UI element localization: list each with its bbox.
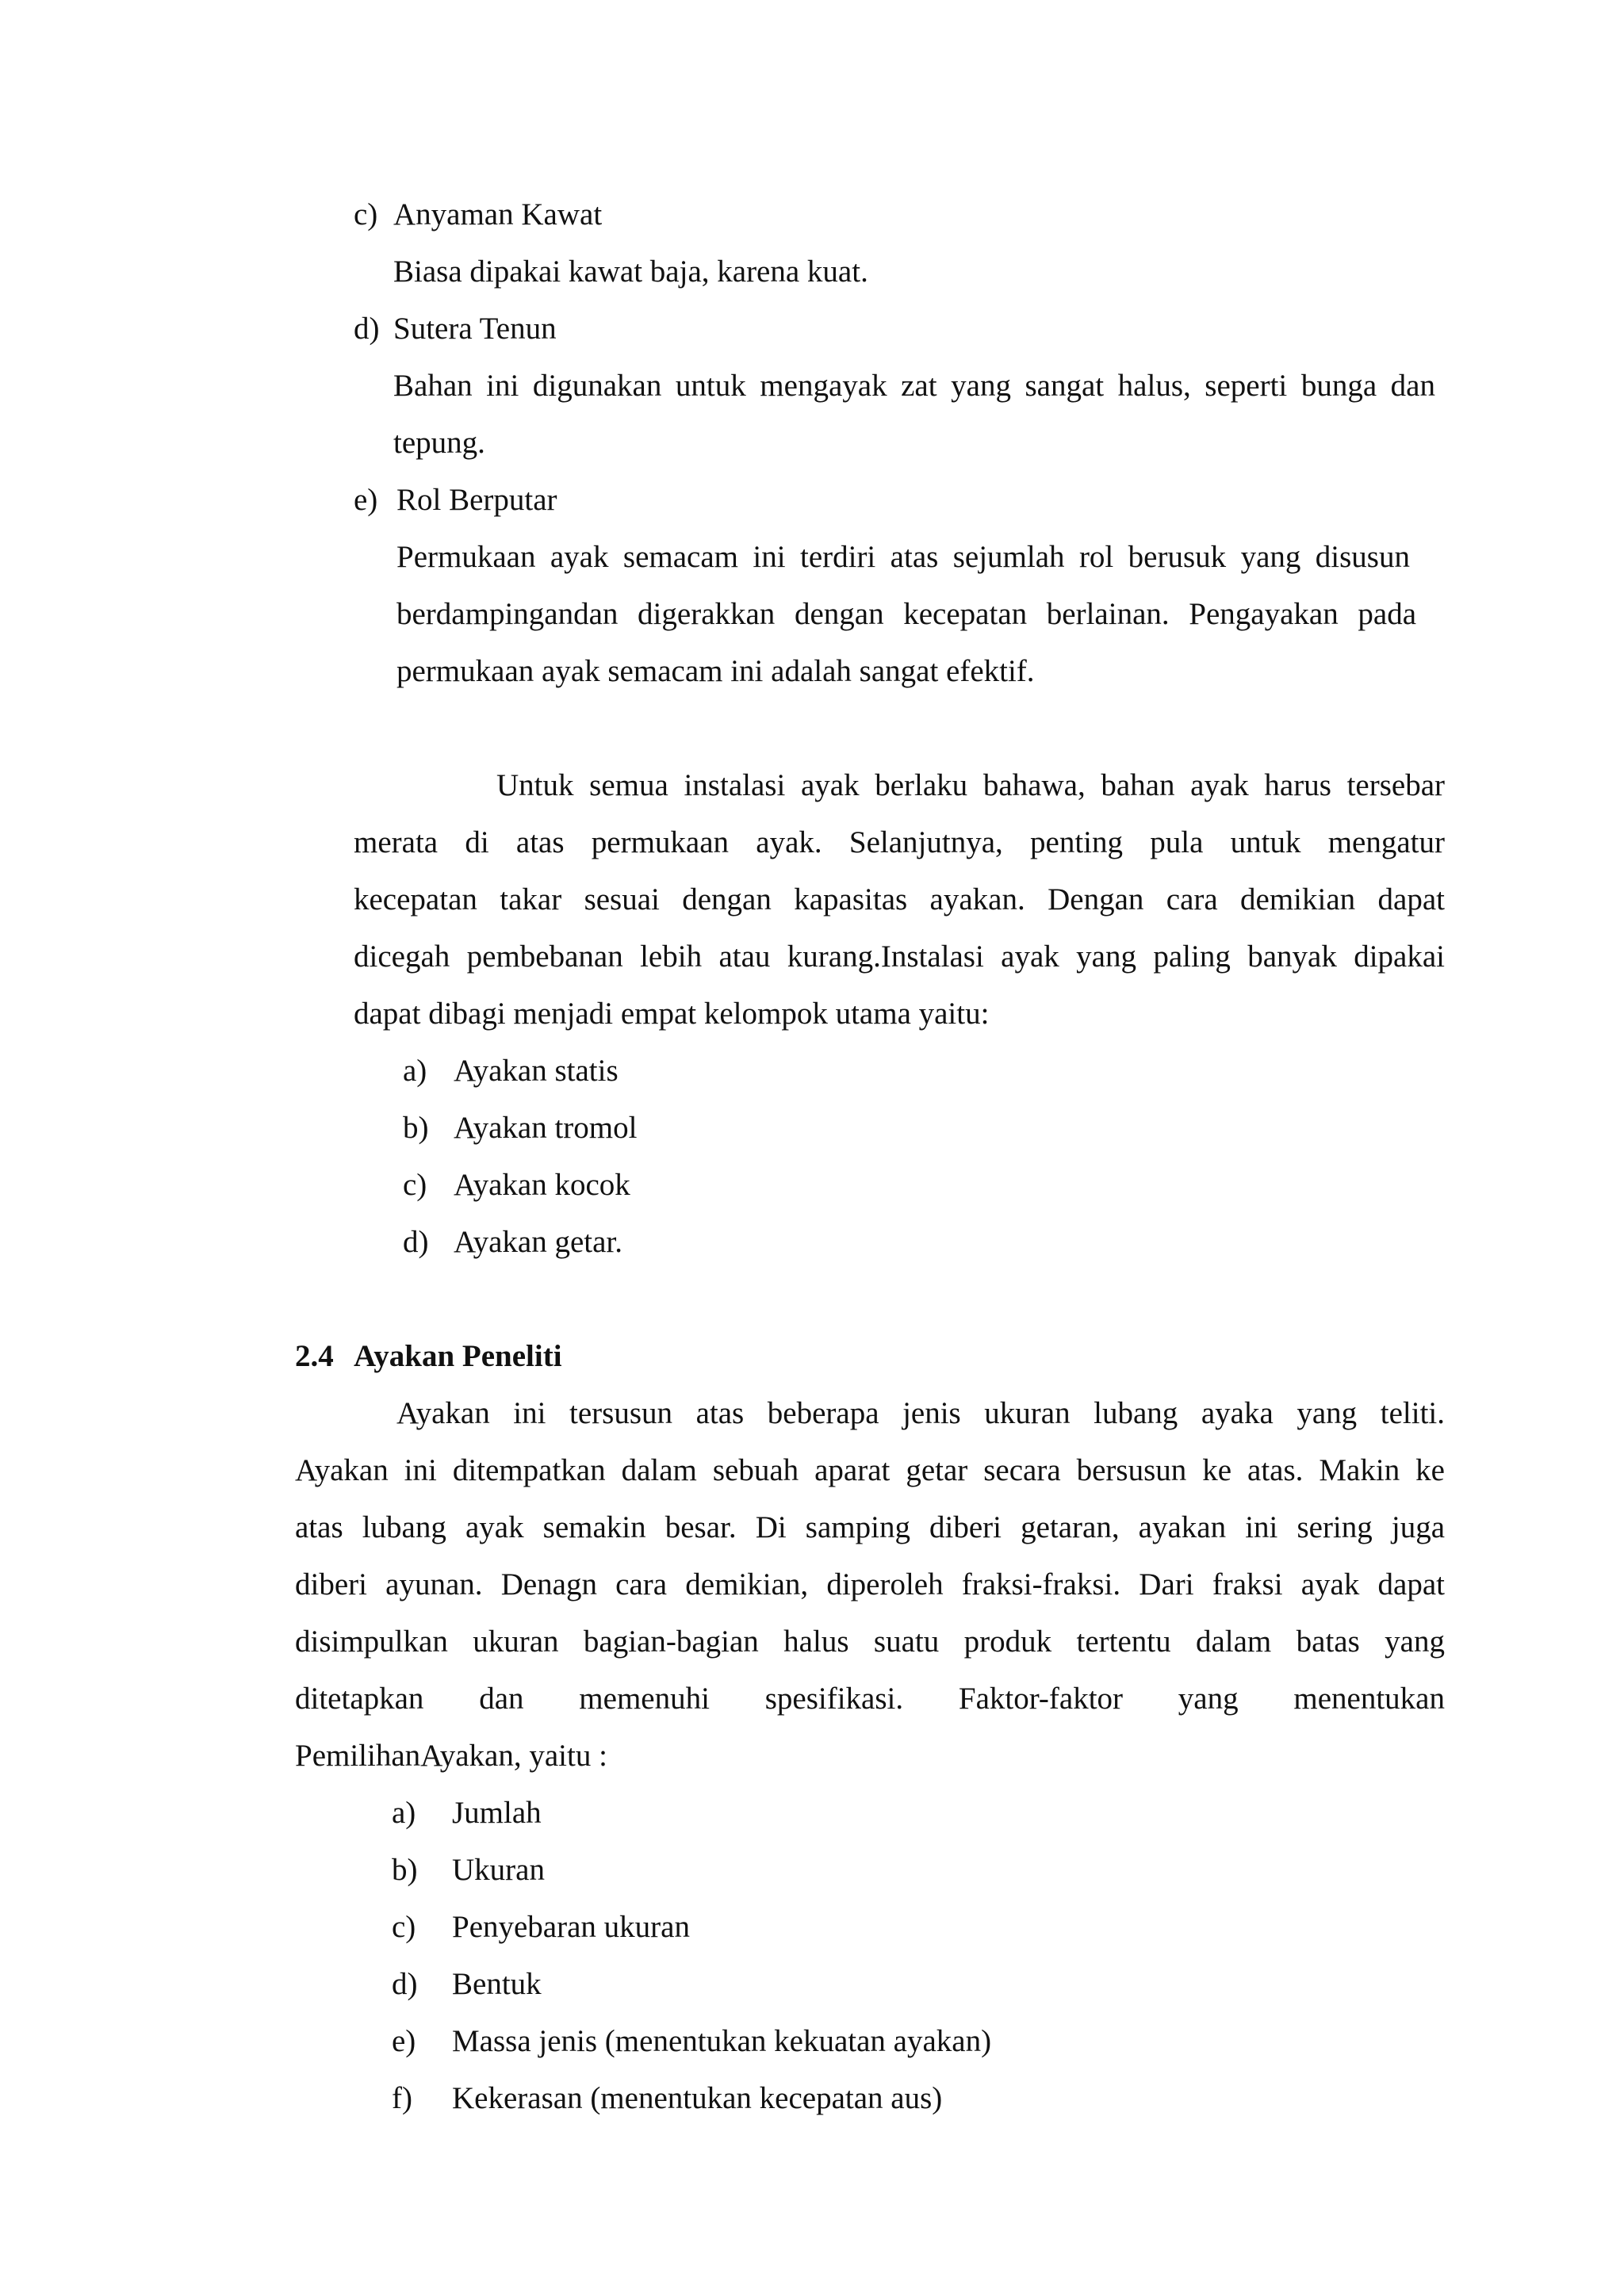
paragraph-line: ditetapkan dan memenuhi spesifikasi. Faktor-faktor yang menentukan [295, 1682, 1445, 1716]
paragraph-line: Untuk semua instalasi ayak berlaku bahawa, bahan ayak harus tersebar [496, 768, 1445, 802]
list-marker: d) [354, 312, 380, 346]
list-item-body: Bahan ini digunakan untuk mengayak zat yang sangat halus, seperti bunga dan [393, 369, 1435, 403]
list-marker: e) [392, 2024, 416, 2058]
list-item: Ukuran [452, 1853, 545, 1887]
list-marker: c) [403, 1168, 427, 1202]
list-item-body: Permukaan ayak semacam ini terdiri atas sejumlah rol berusuk yang disusun [396, 540, 1410, 574]
section-number: 2.4 [295, 1339, 334, 1373]
list-item: Ayakan statis [454, 1054, 619, 1088]
list-marker: c) [354, 197, 378, 232]
list-item: Penyebaran ukuran [452, 1910, 690, 1944]
list-marker: d) [403, 1225, 429, 1259]
paragraph-line: diberi ayunan. Denagn cara demikian, diperoleh fraksi-fraksi. Dari fraksi ayak dapat [295, 1567, 1445, 1601]
list-marker: b) [403, 1111, 429, 1145]
list-marker: a) [392, 1796, 416, 1830]
list-marker: f) [392, 2081, 412, 2115]
paragraph-line: kecepatan takar sesuai dengan kapasitas ayakan. Dengan cara demikian dapat [354, 882, 1445, 916]
list-item: Ayakan getar. [454, 1225, 622, 1259]
list-marker: a) [403, 1054, 427, 1088]
list-item: Ayakan tromol [454, 1111, 638, 1145]
list-item: Bentuk [452, 1967, 542, 2001]
section-title: Ayakan Peneliti [354, 1339, 562, 1373]
paragraph-line: dapat dibagi menjadi empat kelompok utama yaitu: [354, 997, 990, 1031]
list-item-title: Sutera Tenun [393, 312, 557, 346]
paragraph-line: merata di atas permukaan ayak. Selanjutnya, penting pula untuk mengatur [354, 825, 1445, 859]
list-marker: b) [392, 1853, 418, 1887]
paragraph-line: dicegah pembebanan lebih atau kurang.Instalasi ayak yang paling banyak dipakai [354, 939, 1445, 974]
paragraph-line: PemilihanAyakan, yaitu : [295, 1739, 607, 1773]
list-marker: e) [354, 483, 378, 517]
list-item-title: Anyaman Kawat [393, 197, 603, 232]
list-item-body: Biasa dipakai kawat baja, karena kuat. [393, 254, 868, 289]
list-item-body: berdampingandan digerakkan dengan kecepatan berlainan. Pengayakan pada [396, 597, 1416, 631]
list-item-title: Rol Berputar [396, 483, 557, 517]
list-item-body: permukaan ayak semacam ini adalah sangat efektif. [396, 654, 1035, 688]
paragraph-line: disimpulkan ukuran bagian-bagian halus suatu produk tertentu dalam batas yang [295, 1624, 1445, 1659]
list-item: Ayakan kocok [454, 1168, 630, 1202]
list-item-body: tepung. [393, 426, 485, 460]
list-item: Jumlah [452, 1796, 542, 1830]
list-item: Kekerasan (menentukan kecepatan aus) [452, 2081, 943, 2115]
paragraph-line: Ayakan ini tersusun atas beberapa jenis ukuran lubang ayaka yang teliti. [396, 1396, 1445, 1430]
list-item: Massa jenis (menentukan kekuatan ayakan) [452, 2024, 992, 2058]
list-marker: d) [392, 1967, 418, 2001]
paragraph-line: Ayakan ini ditempatkan dalam sebuah aparat getar secara bersusun ke atas. Makin ke [295, 1453, 1445, 1487]
paragraph-line: atas lubang ayak semakin besar. Di samping diberi getaran, ayakan ini sering juga [295, 1510, 1445, 1544]
list-marker: c) [392, 1910, 416, 1944]
